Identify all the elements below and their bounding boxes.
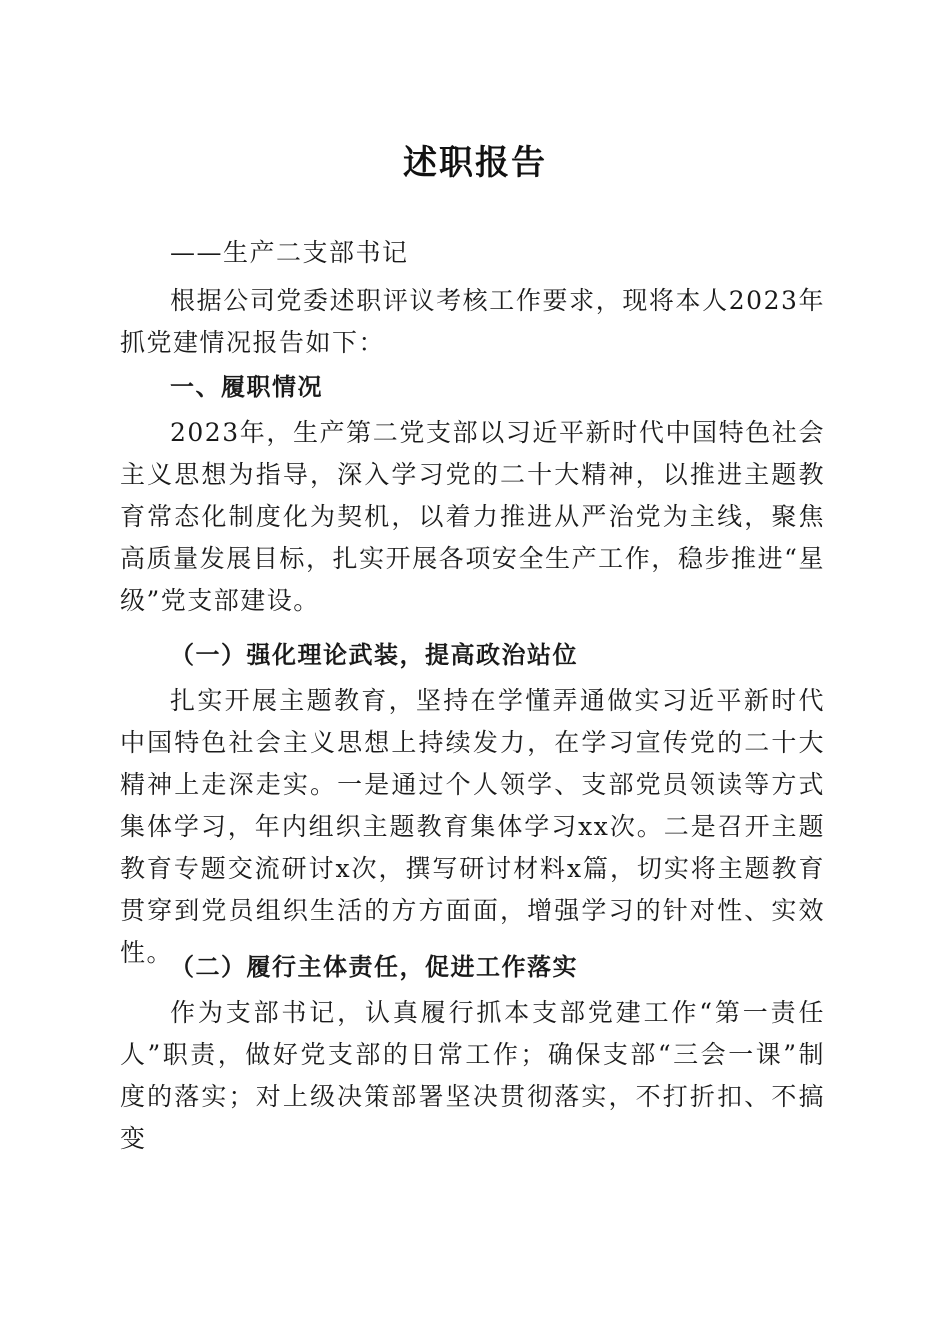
document-title: 述职报告 (403, 143, 547, 183)
subsection-heading-1: （一）强化理论武装，提高政治站位 (170, 640, 578, 669)
document-subtitle: ——生产二支部书记 (170, 238, 409, 267)
subsection-heading-2: （二）履行主体责任，促进工作落实 (170, 952, 578, 981)
intro-paragraph: 根据公司党委述职评议考核工作要求，现将本人2023年抓党建情况报告如下： (120, 286, 825, 357)
section-1-paragraph: 2023年，生产第二党支部以习近平新时代中国特色社会主义思想为指导，深入学习党的二十大精神，以推进主题教育常态化制度化为契机，以着力推进从严治党为主线，聚焦高质量发展目标，扎实开展各项安全生产工作，稳步推进“星级”党支部建设。 (120, 418, 825, 615)
subsection-2-paragraph: 作为支部书记，认真履行抓本支部党建工作“第一责任人”职责，做好党支部的日常工作；确保支部“三会一课”制度的落实；对上级决策部署坚决贯彻落实，不打折扣、不搞变 (120, 998, 825, 1153)
subsection-1-paragraph: 扎实开展主题教育，坚持在学懂弄通做实习近平新时代中国特色社会主义思想上持续发力，在学习宣传党的二十大精神上走深走实。一是通过个人领学、支部党员领读等方式集体学习，年内组织主题教育集体学习xx次。二是召开主题教育专题交流研讨x次，撰写研讨材料x篇，切实将主题教育贯穿到党员组织生活的方方面面，增强学习的针对性、实效性。 (120, 686, 825, 967)
section-heading-1: 一、履职情况 (170, 373, 323, 401)
